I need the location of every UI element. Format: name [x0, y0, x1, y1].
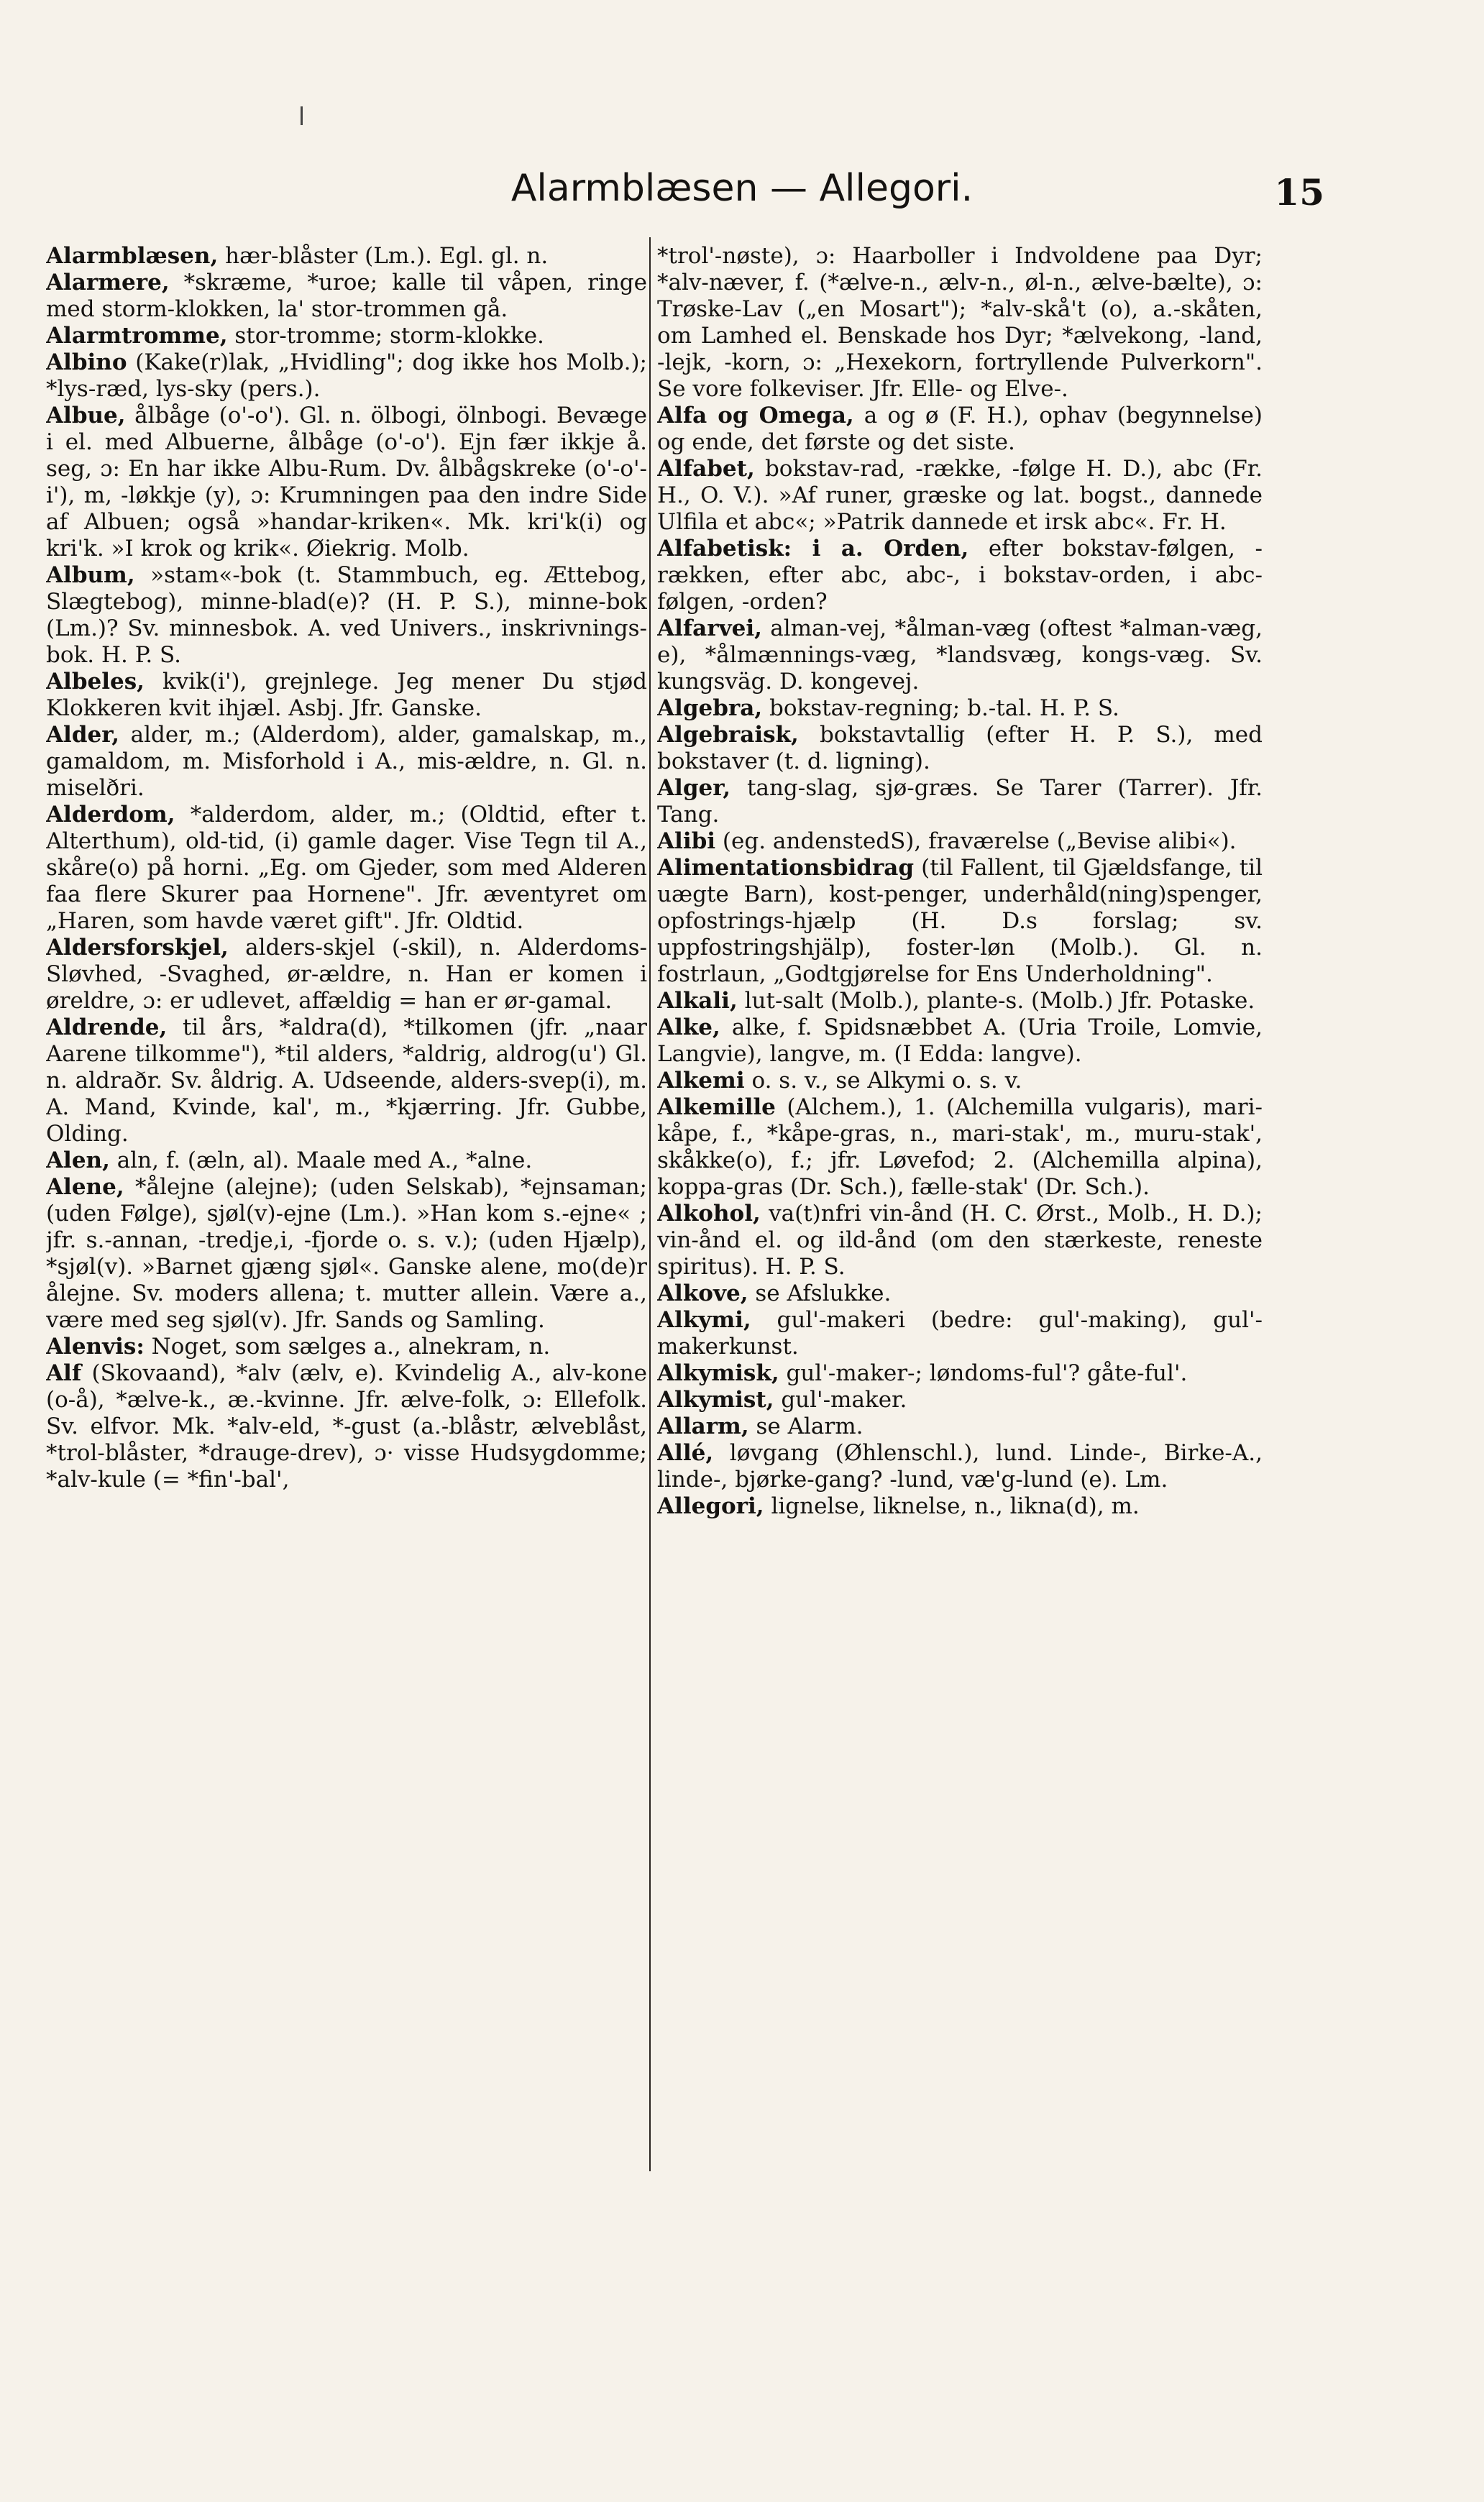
entry-headword: Albue,: [46, 403, 126, 429]
entry-headword: Alkymi,: [657, 1307, 751, 1333]
entry-definition: alman-vej, *ålman-væg (oftest *alman-væg, e), *ålmænnings-væg, *landsvæg, kongs-væg. Sv. kungsväg. D. kongevej.: [657, 615, 1263, 695]
entry-definition: *ålejne (alejne); (uden Selskab), *ejnsaman; (uden Følge), sjøl(v)-ejne (Lm.). »Han kom s.-ejne« ; jfr. s.-annan, -tredje,i, -fjorde o. s. v.); (uden Hjælp), *sjøl(v). »Barnet gjæng sjøl«. Ganske alene, mo(de)r ålejne. Sv. moders allena; t. mutter allein. Være a., være med seg sjøl(v). Jfr. Sands og Samling.: [46, 1174, 647, 1333]
dictionary-entry: [46, 1360, 647, 1493]
entry-headword: Alkymisk,: [657, 1360, 779, 1386]
dictionary-entry: [657, 1280, 1263, 1307]
dictionary-entry: [657, 988, 1263, 1014]
page-header: [0, 167, 1484, 224]
entry-headword: Alimentationsbidrag: [657, 855, 915, 881]
entry-definition: (Skovaand), *alv (ælv, e). Kvindelig A., alv-kone (o-å), *ælve-k., æ.-kvinne. Jfr. ælve-folk, ɔ: Ellefolk. Sv. elfvor. Mk. *alv-eld, *-gust (a.-blåstr, ælveblåst, *trol-blåster, *drauge-drev), ɔ· visse Hudsygdomme; *alv-kule (= *fin'-bal',: [46, 1360, 647, 1493]
entry-headword: Allegori,: [657, 1493, 764, 1519]
entry-headword: Alkali,: [657, 988, 738, 1014]
dictionary-entry: [46, 403, 647, 562]
dictionary-entry: [657, 722, 1263, 775]
left-column: [46, 243, 647, 2414]
entry-definition: o. s. v., se Alkymi o. s. v.: [751, 1068, 1022, 1094]
entry-definition: »stam«-bok (t. Stammbuch, eg. Ættebog, Slægtebog), minne-blad(e)? (H. P. S.), minne-bok (Lm.)? Sv. minnesbok. A. ved Univers., inskrivnings-bok. H. P. S.: [46, 562, 647, 668]
entry-headword: Aldrende,: [46, 1014, 168, 1040]
dictionary-entry: [46, 1014, 647, 1147]
entry-headword: Alen,: [46, 1147, 110, 1173]
dictionary-entry: [657, 775, 1263, 828]
entry-definition: a og ø (F. H.), ophav (begynnelse) og ende, det første og det siste.: [657, 403, 1263, 455]
entry-headword: Algebraisk,: [657, 722, 799, 748]
entry-definition: bokstav-rad, -række, -følge H. D.), abc (Fr. H., O. V.). »Af runer, græske og lat. bogst., dannede Ulfila et abc«; »Patrik dannede et irsk abc«. Fr. H.: [657, 456, 1263, 535]
entry-headword: Algebra,: [657, 695, 763, 721]
entry-headword: Alkymist,: [657, 1387, 774, 1413]
entry-headword: Alkemille: [657, 1094, 776, 1120]
dictionary-entry: [657, 1493, 1263, 1520]
dictionary-entry: [657, 615, 1263, 695]
entry-definition: hær-blåster (Lm.). Egl. gl. n.: [225, 243, 549, 269]
dictionary-entry: [46, 722, 647, 802]
right-column: [657, 243, 1263, 2414]
dictionary-entry: [657, 1440, 1263, 1493]
entry-definition: *alderdom, alder, m.; (Oldtid, efter t. Alterthum), old-tid, (i) gamle dager. Vise Tegn til A., skåre(o) på horni. „Eg. om Gjeder, som med Alderen faa flere Skurer paa Hornene". Jfr. æventyret om „Haren, som havde været gift". Jfr. Oldtid.: [46, 802, 647, 934]
entry-definition: bokstav-regning; b.-tal. H. P. S.: [769, 695, 1119, 721]
entry-definition: *skræme, *uroe; kalle til våpen, ringe med storm-klokken, la' stor-trommen gå.: [46, 270, 647, 322]
entry-definition: til års, *aldra(d), *tilkomen (jfr. „naar Aarene tilkomme"), *til alders, *aldrig, aldrog(u') Gl. n. aldraðr. Sv. åldrig. A. Udseende, alders-svep(i), m. A. Mand, Kvinde, kal', m., *kjærring. Jfr. Gubbe, Olding.: [46, 1014, 647, 1147]
entry-definition: Noget, som sælges a., alnekram, n.: [151, 1334, 551, 1360]
entry-headword: Alfabet,: [657, 456, 755, 482]
margin-mark: [301, 106, 303, 125]
entry-definition: løvgang (Øhlenschl.), lund. Linde-, Birke-A., linde-, bjørke-gang? -lund, væ'g-lund (e). Lm.: [657, 1440, 1263, 1493]
dictionary-entry: [657, 1307, 1263, 1360]
entry-definition: (Alchem.), 1. (Alchemilla vulgaris), mari-kåpe, f., *kåpe-gras, n., mari-stak', m., muru-stak', skåkke(o), f.; jfr. Løvefod; 2. (Alchemilla alpina), koppa-gras (Dr. Sch.), fælle-stak' (Dr. Sch.).: [657, 1094, 1263, 1200]
entry-definition: alder, m.; (Alderdom), alder, gamalskap, m., gamaldom, m. Misforhold i A., mis-ældre, n. Gl. n. miselðri.: [46, 722, 647, 801]
entry-headword: Alfarvei,: [657, 615, 762, 641]
entry-definition: alke, f. Spidsnæbbet A. (Uria Troile, Lomvie, Langvie), langve, m. (I Edda: langve).: [657, 1014, 1263, 1067]
entry-definition: efter bokstav-følgen, -rækken, efter abc, abc-, i bokstav-orden, i abc-følgen, -orden?: [657, 536, 1263, 615]
entry-definition: va(t)nfri vin-ånd (H. C. Ørst., Molb., H. D.); vin-ånd el. og ild-ånd (om den stærkeste, reneste spiritus). H. P. S.: [657, 1201, 1263, 1280]
page-number: 15: [1274, 171, 1324, 214]
entry-definition: se Afslukke.: [755, 1280, 892, 1306]
dictionary-entry: [46, 1334, 647, 1360]
entry-headword: Alkemi: [657, 1068, 745, 1094]
dictionary-entry: [46, 935, 647, 1014]
entry-definition: gul'-maker-; løndoms-ful'? gåte-ful'.: [786, 1360, 1188, 1386]
entry-definition: gul'-maker.: [781, 1387, 907, 1413]
entry-headword: Alder,: [46, 722, 120, 748]
entry-definition: alders-skjel (-skil), n. Alderdoms-Sløvhed, -Svaghed, ør-ældre, n. Han er komen i øreldre, ɔ: er udlevet, affældig = han er ør-gamal.: [46, 935, 647, 1014]
entry-definition: ålbåge (o'-o'). Gl. n. ölbogi, ölnbogi. Bevæge i el. med Albuerne, ålbåge (o'-o'). Ejn fær ikkje å. seg, ɔ: En har ikke Albu-Rum. Dv. ålbågskreke (o'-o'-i'), m, -løkkje (y), ɔ: Krumningen paa den indre Side af Albuen; også »handar-kriken«. Mk. kri'k(i) og kri'k. »I krok og krik«. Øiekrig. Molb.: [46, 403, 647, 562]
entry-definition: aln, f. (æln, al). Maale med A., *alne.: [116, 1147, 533, 1173]
dictionary-entry: [657, 828, 1263, 855]
dictionary-entry: [46, 562, 647, 669]
entry-headword: Alarmere,: [46, 270, 170, 295]
dictionary-entry: [46, 1174, 647, 1334]
entry-headword: Albeles,: [46, 669, 145, 695]
entry-definition: lut-salt (Molb.), plante-s. (Molb.) Jfr. Potaske.: [744, 988, 1255, 1014]
entry-definition: stor-tromme; storm-klokke.: [234, 323, 544, 349]
dictionary-entry: [657, 855, 1263, 988]
entry-headword: Alkove,: [657, 1280, 748, 1306]
dictionary-entry: [657, 695, 1263, 722]
entry-headword: Alke,: [657, 1014, 720, 1040]
entry-definition: bokstavtallig (efter H. P. S.), med bokstaver (t. d. ligning).: [657, 722, 1263, 774]
entry-definition: *trol'-nøste), ɔ: Haarboller i Indvoldene paa Dyr; *alv-næver, f. (*ælve-n., ælv-n., øl-n., ælve-bælte), ɔ: Trøske-Lav („en Mosart"); *alv-skå't (o), a.-skåten, om Lamhed el. Benskade hos Dyr; *ælvekong, -land, -lejk, -korn, ɔ: „Hexekorn, fortryllende Pulverkorn". Se vore folkeviser. Jfr. Elle- og Elve-.: [657, 243, 1263, 402]
dictionary-entry: [657, 1201, 1263, 1280]
running-head: Alarmblæsen — Allegori.: [510, 167, 974, 210]
entry-headword: Alfa og Omega,: [657, 403, 854, 429]
dictionary-entry: [657, 1014, 1263, 1068]
entry-definition: (Kake(r)lak, „Hvidling"; dog ikke hos Molb.); *lys-ræd, lys-sky (pers.).: [46, 349, 647, 402]
dictionary-entry: [657, 403, 1263, 456]
entry-headword: Alderdom,: [46, 802, 175, 828]
dictionary-entry: [657, 1387, 1263, 1413]
entry-headword: Alenvis:: [46, 1334, 145, 1360]
entry-definition: (eg. andenstedS), fraværelse („Bevise alibi«).: [722, 828, 1237, 854]
column-divider: [649, 237, 651, 2171]
entry-headword: Alf: [46, 1360, 82, 1386]
entry-headword: Alarmblæsen,: [46, 243, 219, 269]
dictionary-entry: [657, 1360, 1263, 1387]
dictionary-entry: [46, 323, 647, 349]
entry-headword: Aldersforskjel,: [46, 935, 229, 961]
dictionary-entry: [46, 1147, 647, 1174]
entry-headword: Alarmtromme,: [46, 323, 228, 349]
dictionary-entry: [657, 1094, 1263, 1201]
entry-headword: Album,: [46, 562, 135, 588]
dictionary-entry: [657, 456, 1263, 536]
dictionary-entry: [46, 669, 647, 722]
entry-headword: Alger,: [657, 775, 731, 801]
dictionary-entry: [657, 243, 1263, 403]
dictionary-entry: [46, 243, 647, 270]
dictionary-entry: [46, 349, 647, 403]
entry-headword: Alkohol,: [657, 1201, 761, 1227]
entry-definition: kvik(i'), grejnlege. Jeg mener Du stjød Klokkeren kvit ihjæl. Asbj. Jfr. Ganske.: [46, 669, 647, 721]
entry-definition: tang-slag, sjø-græs. Se Tarer (Tarrer). Jfr. Tang.: [657, 775, 1263, 828]
entry-headword: Allé,: [657, 1440, 714, 1466]
entry-definition: lignelse, liknelse, n., likna(d), m.: [771, 1493, 1140, 1519]
entry-headword: Alene,: [46, 1174, 124, 1200]
entry-definition: gul'-makeri (bedre: gul'-making), gul'-makerkunst.: [657, 1307, 1263, 1360]
entry-headword: Allarm,: [657, 1413, 749, 1439]
dictionary-entry: [657, 536, 1263, 615]
dictionary-entry: [46, 802, 647, 935]
dictionary-entry: [46, 270, 647, 323]
entry-headword: Alfabetisk: i a. Orden,: [657, 536, 969, 562]
dictionary-entry: [657, 1413, 1263, 1440]
entry-definition: se Alarm.: [756, 1413, 864, 1439]
entry-headword: Albino: [46, 349, 127, 375]
entry-headword: Alibi: [657, 828, 716, 854]
dictionary-entry: [657, 1068, 1263, 1094]
entry-definition: (til Fallent, til Gjældsfange, til uægte Barn), kost-penger, underhåld(ning)spenger, opfostrings-hjælp (H. D.s forslag; sv. uppfostringshjälp), foster-løn (Molb.). Gl. n. fostrlaun, „Godtgjørelse for Ens Underholdning".: [657, 855, 1263, 987]
